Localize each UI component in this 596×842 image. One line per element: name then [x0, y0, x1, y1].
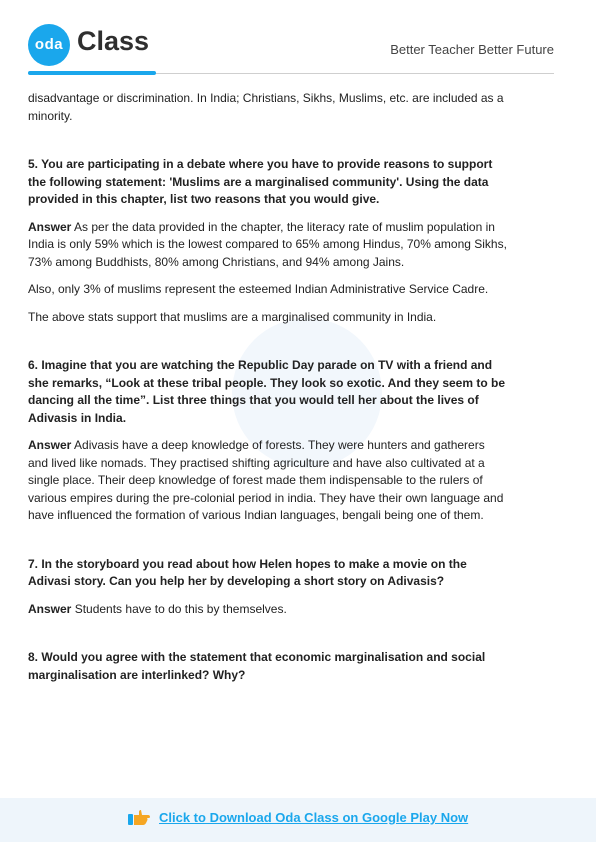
answer-5-paragraph-3: The above stats support that muslims are a marginalised community in India.: [28, 309, 437, 324]
logo-wordmark: Class: [77, 26, 150, 56]
answer-5-paragraph-2: Also, only 3% of muslims represent the esteemed Indian Administrative Service Cadre.: [28, 282, 489, 296]
question-7: 7. In the storyboard you read about how Helen hopes to make a movie on the Adivasi story. Can you help her by developing a short story on Adivasis?: [28, 556, 467, 588]
answer-6-paragraph-1: [28, 437, 508, 525]
pointing-hand-icon: [128, 808, 150, 828]
header-tagline: Better Teacher Better Future: [390, 42, 554, 57]
oda-logo-icon: oda: [28, 24, 70, 66]
question-8: 8. Would you agree with the statement that economic marginalisation and social marginalisation are interlinked? Why?: [28, 650, 486, 682]
answer-7-paragraph-1: [28, 601, 508, 619]
answer-7-text: Students have to do this by themselves.: [71, 601, 287, 616]
question-5: 5. You are participating in a debate where you have to provide reasons to support the following statement: 'Muslims are a marginalised community'. Using the data provided in this chapter, list two reasons that you would give.: [28, 157, 493, 206]
header-accent-bar: [28, 71, 156, 75]
page-footer: [0, 798, 596, 842]
answer-label: Answer: [28, 438, 72, 452]
page-content: [28, 90, 508, 684]
download-app-link[interactable]: Click to Download Oda Class on Google Play Now: [159, 810, 469, 825]
intro-text: disadvantage or discrimination. In India; Christians, Sikhs, Muslims, etc. are included as a minority.: [28, 91, 504, 123]
page-header: [0, 0, 596, 80]
answer-5-text: As per the data provided in the chapter, the literacy rate of muslim population in India is only 59% which is the lowest compared to 65% among Hindus, 70% among Sikhs, 73% among Buddhists, 80% among Christians, and 94% among Jains.: [28, 219, 507, 269]
answer-label: Answer: [28, 219, 72, 234]
answer-label: Answer: [28, 601, 72, 616]
answer-6-text: Adivasis have a deep knowledge of forests. They were hunters and gatherers and lived like nomads. They practised shifting agriculture and have also cultivated at a single place. Their deep knowledge of forest made them indispensable to the rulers of various empires during the pre-colonial period in india. They have their own language and have influenced the formation of various Indian languages, bengali being one of them.: [28, 438, 504, 522]
answer-5-paragraph-1: [28, 219, 508, 272]
question-6: 6. Imagine that you are watching the Republic Day parade on TV with a friend and she remarks, “Look at these tribal people. They look so exotic. And they seem to be dancing all the time”. List three things that you would tell her about the lives of Adivasis in India.: [28, 358, 506, 425]
